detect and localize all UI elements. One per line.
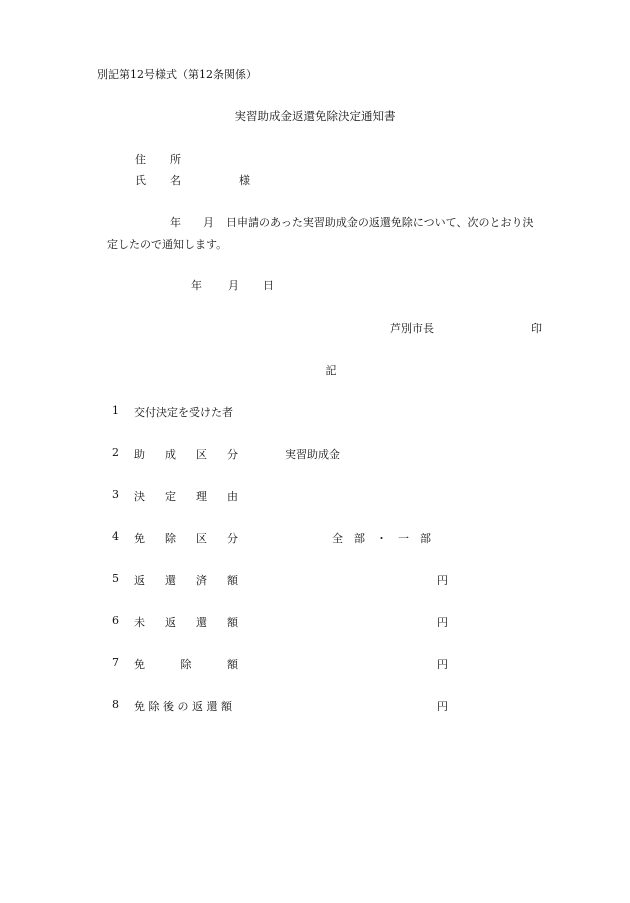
date-year: 年 xyxy=(191,279,202,292)
item-label-char: 返 xyxy=(134,574,145,587)
item-label xyxy=(134,530,238,546)
item-4 xyxy=(112,530,472,544)
issuer xyxy=(390,320,550,334)
honorific: 様 xyxy=(239,174,250,187)
item-label-char: 還 xyxy=(196,616,207,629)
form-label: 別記第12号様式（第12条関係） xyxy=(97,68,257,81)
item-label-char: 返 xyxy=(165,616,176,629)
item-number: 7 xyxy=(112,656,119,669)
item-number: 5 xyxy=(112,572,119,585)
body-text-1: 日申請のあった実習助成金の返還免除について、次のとおり決 xyxy=(226,216,534,229)
item-label-char: 除 xyxy=(180,658,192,671)
item-label-char: 免 xyxy=(134,532,145,545)
item-1 xyxy=(112,404,472,418)
item-label-char: 免 xyxy=(134,658,145,671)
item-number: 1 xyxy=(112,404,119,417)
document-title: 実習助成金返還免除決定通知書 xyxy=(234,109,396,123)
item-value: 実習助成金 xyxy=(285,448,340,461)
item-number: 4 xyxy=(112,530,119,543)
issuer-name: 芦別市長 xyxy=(390,322,434,335)
item-label-char: 分 xyxy=(227,532,238,545)
item-label-char: 区 xyxy=(196,448,207,461)
item-label-char: 額 xyxy=(227,574,238,587)
item-label: 交付決定を受けた者 xyxy=(134,406,233,419)
item-label-char: 決 xyxy=(134,490,145,503)
item-label-char: 分 xyxy=(227,448,238,461)
body-line-2: 定したので通知します。 xyxy=(107,238,228,251)
address-label-char-1: 住 xyxy=(135,153,146,166)
item-label xyxy=(134,446,238,462)
address-label-char-2: 所 xyxy=(170,153,181,166)
item-label: 免 除 後 の 返 還 額 xyxy=(134,700,232,713)
item-label xyxy=(134,488,238,504)
item-label-char: 理 xyxy=(196,490,207,503)
item-label xyxy=(134,572,238,588)
seal-mark: 印 xyxy=(531,322,542,335)
body-month: 月 xyxy=(203,216,214,229)
item-label-char: 助 xyxy=(134,448,145,461)
item-label-char: 還 xyxy=(165,574,176,587)
issue-date xyxy=(191,277,291,291)
date-day: 日 xyxy=(263,279,274,292)
item-8 xyxy=(112,698,472,712)
item-6 xyxy=(112,614,472,628)
item-label-char: 由 xyxy=(227,490,238,503)
item-label-char: 済 xyxy=(196,574,207,587)
body-year: 年 xyxy=(170,216,181,229)
item-3 xyxy=(112,488,472,502)
item-label-char: 区 xyxy=(196,532,207,545)
item-number: 6 xyxy=(112,614,119,627)
item-2 xyxy=(112,446,472,460)
item-label-char: 除 xyxy=(165,532,176,545)
name-label xyxy=(135,172,255,186)
name-label-char-2: 名 xyxy=(170,174,181,187)
item-number: 2 xyxy=(112,446,119,459)
name-label-char-1: 氏 xyxy=(135,174,146,187)
item-number: 3 xyxy=(112,488,119,501)
item-label-char: 定 xyxy=(165,490,176,503)
item-7 xyxy=(112,656,472,670)
item-value: 円 xyxy=(437,658,448,671)
item-value: 円 xyxy=(437,616,448,629)
item-label-char: 額 xyxy=(227,658,238,671)
item-value: 全 部 ・ 一 部 xyxy=(332,532,431,545)
item-value: 円 xyxy=(437,700,448,713)
item-label xyxy=(134,656,238,672)
item-number: 8 xyxy=(112,698,119,711)
item-label xyxy=(134,614,238,630)
item-label-char: 額 xyxy=(227,616,238,629)
date-month: 月 xyxy=(228,279,239,292)
item-value: 円 xyxy=(437,574,448,587)
item-label-char: 成 xyxy=(165,448,176,461)
item-label-char: 未 xyxy=(134,616,145,629)
item-5 xyxy=(112,572,472,586)
ki-heading: 記 xyxy=(325,364,337,377)
